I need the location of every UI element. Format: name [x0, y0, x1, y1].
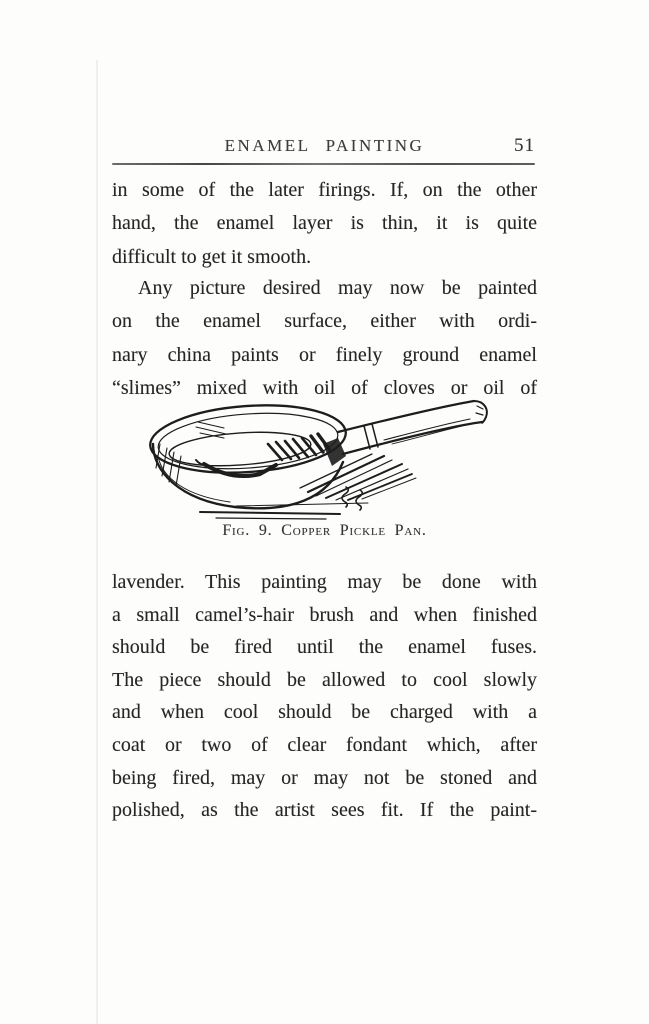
text-line: Any picture desired may now be painted: [138, 277, 537, 299]
paragraph-3: [112, 566, 537, 827]
text-line: “slimes” mixed with oil of cloves or oil of: [112, 377, 537, 400]
text-line: a small camel’s-hair brush and when finished: [112, 603, 537, 626]
text-line: being fired, may or may not be stoned and: [112, 766, 537, 789]
text-line: polished, as the artist sees fit. If the paint-: [112, 799, 537, 822]
text-line: coat or two of clear fondant which, after: [112, 733, 537, 756]
figure-caption: Fig. 9. Copper Pickle Pan.: [222, 522, 427, 539]
paragraph-1: [112, 174, 537, 274]
text-line: difficult to get it smooth.: [112, 245, 312, 268]
scan-gutter-line: [96, 60, 98, 1024]
text-line: nary china paints or finely ground enamel: [112, 343, 537, 366]
text-line: should be fired until the enamel fuses.: [112, 636, 537, 659]
text-line: on the enamel surface, either with ordi-: [112, 310, 537, 333]
running-head: [112, 136, 537, 160]
header-rule: [112, 163, 535, 165]
page-number: 51: [514, 135, 535, 156]
text-line: The piece should be allowed to cool slowly: [112, 668, 537, 691]
text-line: and when cool should be charged with a: [112, 701, 537, 724]
text-line: hand, the enamel layer is thin, it is quite: [112, 212, 537, 235]
paragraph-2: [112, 272, 537, 406]
pickle-pan-illustration: [140, 392, 540, 522]
page-title: ENAMEL PAINTING: [224, 136, 425, 155]
text-line: lavender. This painting may be done with: [112, 571, 537, 593]
text-line: in some of the later firings. If, on the other: [112, 179, 537, 201]
